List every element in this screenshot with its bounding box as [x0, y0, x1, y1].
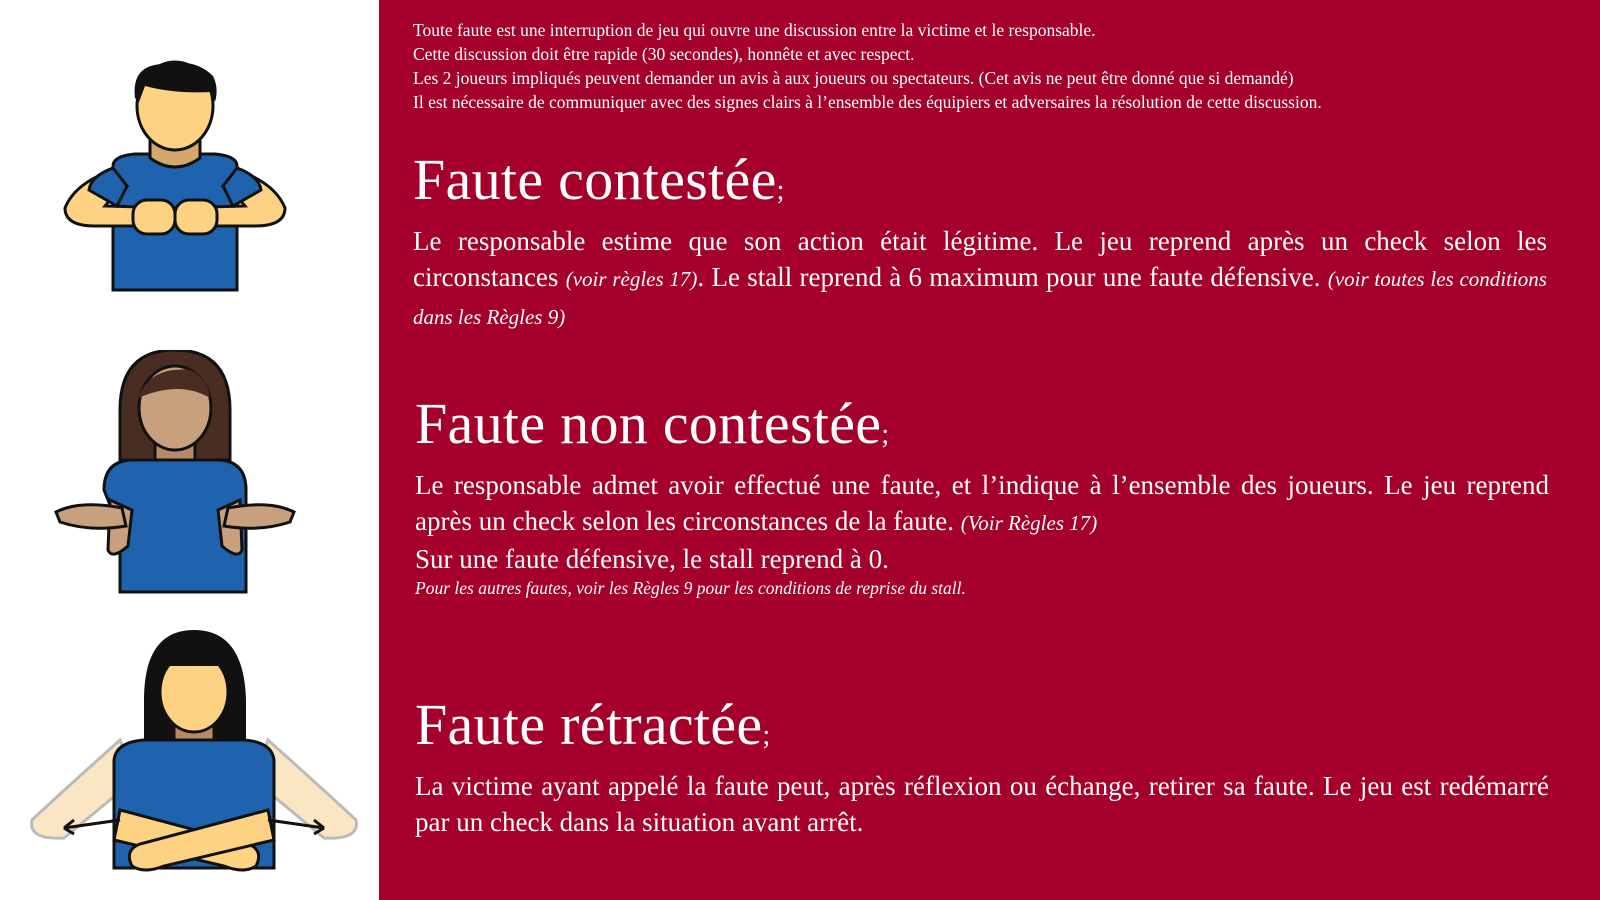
rules-panel	[379, 0, 1600, 900]
section-title: Faute non contestée;	[415, 391, 890, 456]
section-line: Sur une faute défensive, le stall reprend à 0.	[415, 544, 889, 574]
section-faute-retractee	[415, 693, 1549, 840]
section-title: Faute contestée;	[413, 147, 785, 212]
intro-line: Les 2 joueurs impliqués peuvent demander un avis à aux joueurs ou spectateurs. (Cet avis ne peut être donné que si demandé)	[413, 68, 1294, 88]
intro-line: Cette discussion doit être rapide (30 secondes), honnête et avec respect.	[413, 44, 915, 64]
player-palms-up-icon	[50, 350, 300, 598]
player-fists-together-icon	[55, 58, 295, 294]
intro-line: Il est nécessaire de communiquer avec des signes clairs à l’ensemble des équipiers et adversaires la résolution de cette discussion.	[413, 92, 1322, 112]
section-body: Le responsable admet avoir effectué une faute, et l’indique à l’ensemble des joueurs. Le jeu reprend après un check selon les circonstances de la faute. (Voir Règles 17)	[415, 470, 1549, 536]
player-crossed-arms-icon	[24, 630, 364, 878]
intro-text	[413, 18, 1583, 114]
intro-line: Toute faute est une interruption de jeu qui ouvre une discussion entre la victime et le responsable.	[413, 20, 1096, 40]
section-note: Pour les autres fautes, voir les Règles 9 pour les conditions de reprise du stall.	[415, 578, 966, 598]
section-title: Faute rétractée;	[415, 692, 771, 757]
section-body: Le responsable estime que son action était légitime. Le jeu reprend après un check selon les circonstances (voir règles 17). Le stall reprend à 6 maximum pour une faute défensive. (voir toutes les conditions dans les Règles 9)	[413, 226, 1547, 329]
illustration-panel	[0, 0, 379, 900]
section-body: La victime ayant appelé la faute peut, après réflexion ou échange, retirer sa faute. Le jeu est redémarré par un check dans la situation avant arrêt.	[415, 771, 1549, 837]
section-faute-non-contestee	[415, 392, 1549, 599]
section-faute-contestee	[413, 148, 1547, 335]
